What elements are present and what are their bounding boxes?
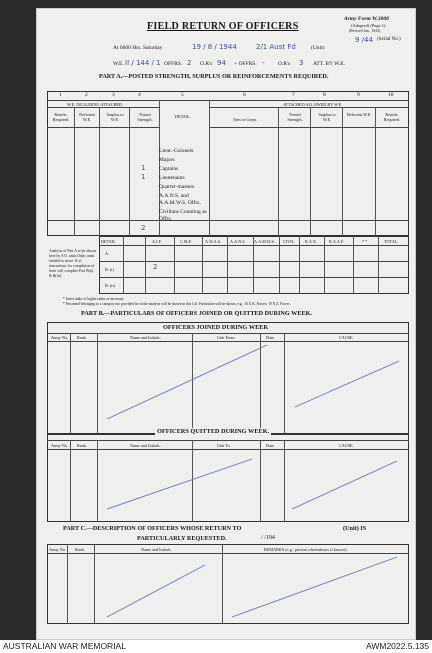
part-a-title: PART A.—POSTED STRENGTH, SURPLUS OR REINFORCEMENTS REQUIRED. xyxy=(99,73,329,80)
col-number: 6 xyxy=(243,92,246,98)
offrs2-value: - xyxy=(262,59,265,67)
col-number: 9 xyxy=(357,92,360,98)
joined-col: Name and Initials. xyxy=(130,335,161,340)
archive-name: AUSTRALIAN WAR MEMORIAL xyxy=(3,641,126,651)
col-number: 7 xyxy=(292,92,295,98)
analysis-col: TOTAL. xyxy=(384,239,399,244)
analysis-col: A.W.A.S. xyxy=(205,239,222,244)
rank-lieut-colonels: Lieut.-Colonels xyxy=(159,148,194,154)
part-c-col: Rank. xyxy=(75,547,85,552)
analysis-col: C.M.F. xyxy=(180,239,192,244)
col-header: Reinfts. Required. xyxy=(52,112,70,122)
offrs-label: OFFRS. xyxy=(164,61,183,67)
col-header: Posted Strength. xyxy=(287,112,303,122)
quitted-col: CAUSE. xyxy=(339,443,354,448)
quitted-col: Rank. xyxy=(77,443,87,448)
quitted-col: Name and Initials. xyxy=(130,443,161,448)
analysis-col: R.A.N. xyxy=(305,239,317,244)
we-label: W.E. xyxy=(113,61,124,67)
analysis-row-label: B. (ii) xyxy=(105,283,116,288)
serial-value: 9 /44 xyxy=(355,36,373,44)
strike-lines xyxy=(37,9,417,641)
or2-label: O.R's xyxy=(278,61,291,67)
we-including-header: W.E. INCLUDING ATTACHED. xyxy=(67,102,124,107)
quitted-col: Army No. xyxy=(51,443,68,448)
form-number-rev: (Revised Jan., 1943) xyxy=(349,29,381,33)
joined-col: Rank. xyxy=(77,335,87,340)
form-page xyxy=(36,8,416,640)
analysis-col: CIVIL. xyxy=(283,239,296,244)
rank-aans: A.A.N.S. and A.A.M.W.S. Offrs. xyxy=(159,193,201,206)
page-title: FIELD RETURN OF OFFICERS xyxy=(147,21,299,32)
col-number: 1 xyxy=(59,92,62,98)
header-date: 19 / 8 / 1944 xyxy=(192,43,237,51)
strike-line-quitted-cause xyxy=(292,461,397,509)
col-number: 8 xyxy=(323,92,326,98)
total-posted: 2 xyxy=(141,224,146,232)
offrs-value: 2 xyxy=(187,59,192,67)
rank-lieutenants: Lieutenants xyxy=(159,175,185,181)
offrs2-label: + OFFRS. xyxy=(234,61,257,67)
aif-count: 2 xyxy=(153,263,158,271)
or-label: O.R's xyxy=(200,61,213,67)
joined-col: Army No. xyxy=(51,335,68,340)
joined-col: Date. xyxy=(266,335,275,340)
part-c-col: REMARKS (e.g., present whereabouts if known). xyxy=(264,547,348,552)
analysis-note: Analysis of Part A to be shown here by S.O. units Only; units entitled to more. If of instructions for completion of form will complete Part B(ii) & B(iii). xyxy=(49,249,97,278)
quitted-col: Date. xyxy=(266,443,275,448)
analysis-col: R.A.A.F. xyxy=(329,239,345,244)
part-c-col: Army No. xyxy=(49,547,66,552)
header-unit: 2/1 Aust Fd xyxy=(256,43,296,51)
joined-col: Unit From. xyxy=(217,335,236,340)
rank-civilians: Civilians Counting as Offrs. xyxy=(159,209,207,222)
part-c-line2: PARTICULARLY REQUESTED. xyxy=(137,535,227,542)
captains-count: 1 xyxy=(141,164,146,172)
analysis-col: A.I.F. xyxy=(152,239,162,244)
quitted-title: OFFICERS QUITTED DURING WEEK. xyxy=(157,428,270,435)
part-c-title: PART C.—DESCRIPTION OF OFFICERS WHOSE RETURN TO xyxy=(63,525,242,532)
col-number: 5 xyxy=(181,92,184,98)
rank-quarter-masters: Quarter-masters xyxy=(159,184,195,190)
strike-line-joined-cause xyxy=(295,361,399,407)
attached-allowed-header: ATTACHED ALLOWED BY W.E. xyxy=(283,102,343,107)
lieutenants-count: 1 xyxy=(141,173,146,181)
col-number: 2 xyxy=(85,92,88,98)
analysis-col: A.A.N.S. xyxy=(230,239,246,244)
part-b-title: PART B.—PARTICULARS OF OFFICERS JOINED OR QUITTED DURING WEEK. xyxy=(81,310,312,317)
joined-col: CAUSE. xyxy=(339,335,354,340)
analysis-detail: DETAIL xyxy=(101,239,116,244)
strike-line-quitted xyxy=(107,459,252,509)
rank-captains: Captains xyxy=(159,166,179,172)
header-unit-label: (Unit) xyxy=(311,45,325,51)
part-c-unit: (Unit) IS xyxy=(343,525,367,532)
col-header: Surplus to W.E. xyxy=(318,112,336,122)
archive-footer xyxy=(0,640,432,653)
strike-line-part-c xyxy=(107,565,205,617)
col-header: Deficient W.E. xyxy=(346,112,372,117)
analysis-row-label: A. xyxy=(105,251,110,256)
analysis-row-label: B. (i) xyxy=(105,267,114,272)
analysis-col: A.A.M.W.S. xyxy=(254,239,275,244)
part-c-date: / /194 xyxy=(261,535,275,541)
form-number-sub: (Adapted) (Page 1) xyxy=(351,23,386,28)
analysis-col: * * xyxy=(362,239,368,244)
rank-majors: Majors xyxy=(159,157,175,163)
quitted-col: Unit To. xyxy=(217,443,231,448)
joined-title: OFFICERS JOINED DURING WEEK xyxy=(163,324,269,331)
col-number: 3 xyxy=(112,92,115,98)
footnote: * Personnel belonging to a category not provided for in the analysis will be shown in this Col. Particulars will be shown, e.g., 16 U.K. Forces; 19 N.Z. Forces. xyxy=(63,302,291,306)
serial-label: (Serial No.) xyxy=(377,37,401,42)
col-header: Posted Strength. xyxy=(137,112,153,122)
strike-line-joined xyxy=(107,345,267,419)
we-value: II / 144 / 1 xyxy=(125,59,161,67)
or2-value: 3 xyxy=(299,59,304,67)
header-at: At 0600 Hrs. Saturday xyxy=(113,45,163,51)
archive-id: AWM2022.5.135 xyxy=(366,641,429,651)
col-number: 10 xyxy=(388,92,394,98)
form-number: Army Form W.3008 xyxy=(344,16,389,22)
att-label: ATT. BY W.E. xyxy=(313,61,345,67)
col-number: 4 xyxy=(138,92,141,98)
footnote: * Insert ranks of higher ranks as necessary. xyxy=(63,297,125,301)
or-value: 94 xyxy=(217,59,226,67)
col-header: Reinfts. Required. xyxy=(383,112,401,122)
col-header: Deficient W.E. xyxy=(79,112,95,122)
part-c-col: Name and Initials. xyxy=(141,547,172,552)
strike-line-part-c-remarks xyxy=(232,557,397,617)
detail-header: DETAIL. xyxy=(175,114,191,119)
col-header: Surplus to W.E. xyxy=(106,112,124,122)
col-header: Arm or Corps. xyxy=(233,117,258,122)
